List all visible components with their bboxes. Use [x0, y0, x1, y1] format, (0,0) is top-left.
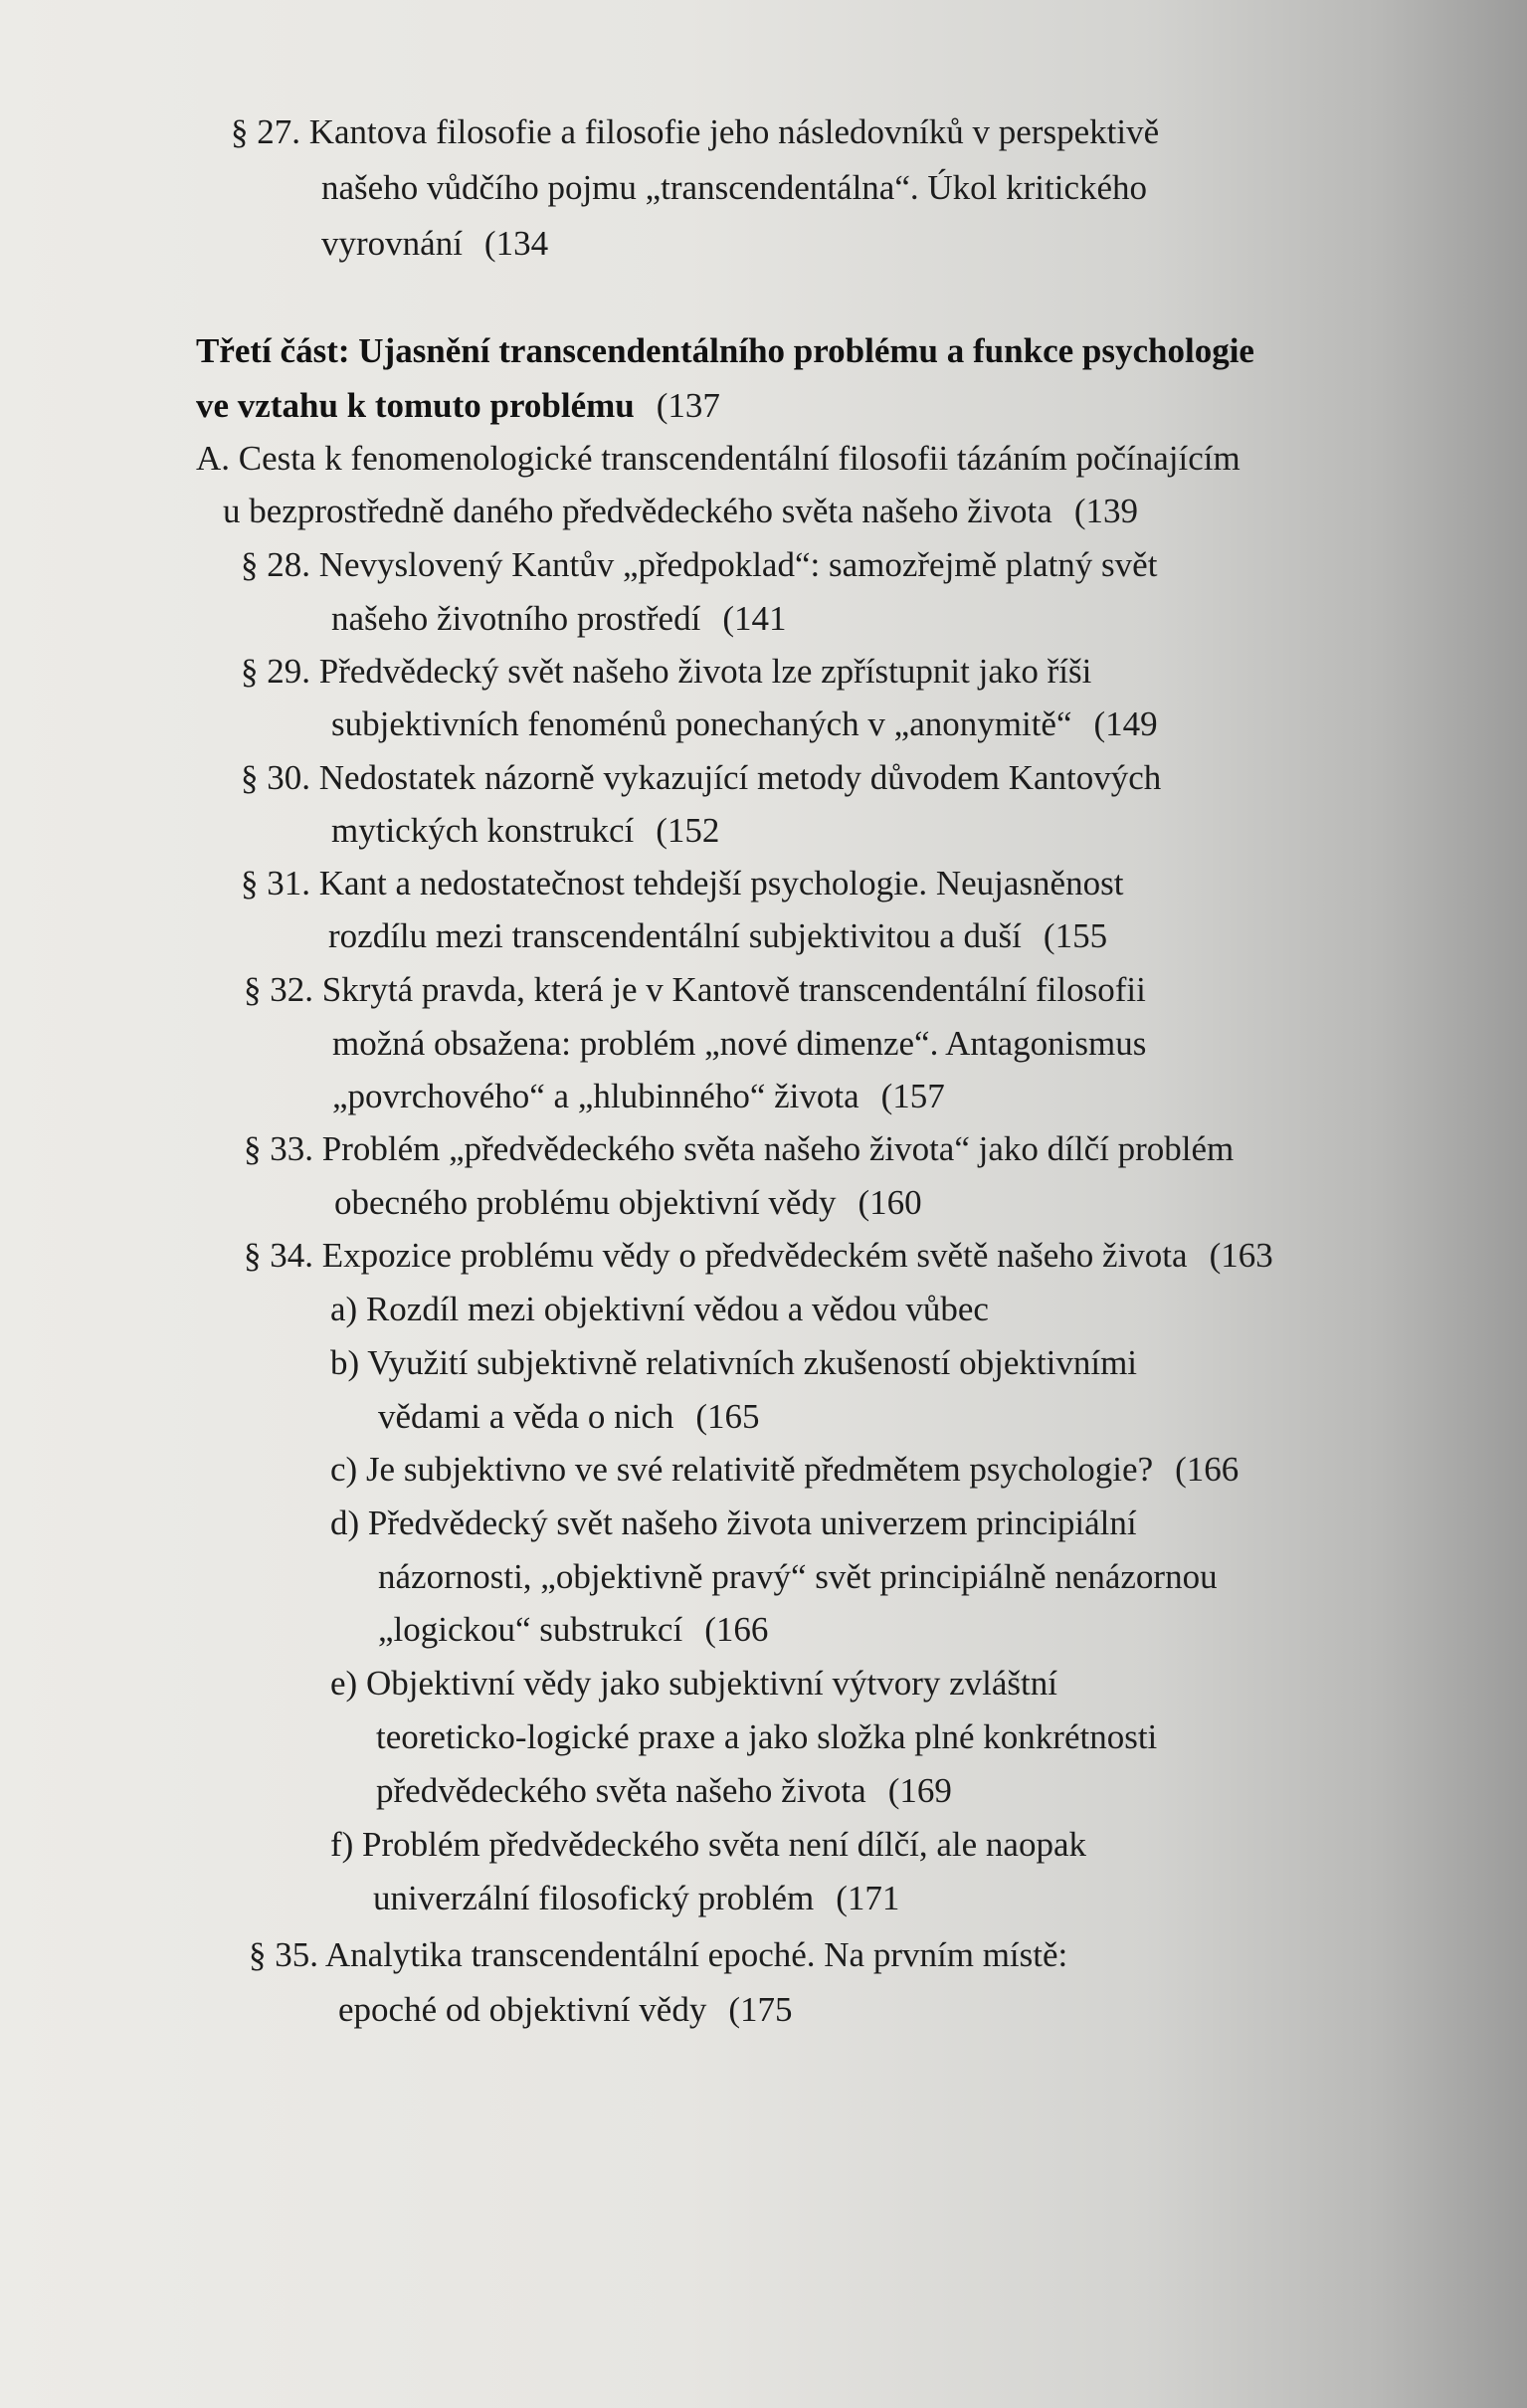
- toc-s34e-line2: teoreticko-logické praxe a jako složka plné konkrétnosti: [376, 1717, 1158, 1756]
- page-number: (137: [656, 386, 720, 425]
- page-number: (166: [704, 1610, 769, 1649]
- page-number: (163: [1209, 1236, 1273, 1275]
- toc-s34e-line1: e) Objektivní vědy jako subjektivní výtvory zvláštní: [330, 1664, 1057, 1703]
- toc-s32-line3: „povrchového“ a „hlubinného“ života (157: [332, 1077, 945, 1115]
- toc-s33-line1: § 33. Problém „předvědeckého světa našeho života“ jako dílčí problém: [244, 1129, 1235, 1168]
- page-number: (165: [695, 1397, 760, 1436]
- toc-s29-line2: subjektivních fenoménů ponechaných v „anonymitě“ (149: [331, 704, 1158, 743]
- toc-s27-line2: našeho vůdčího pojmu „transcendentálna“. Úkol kritického: [321, 168, 1148, 207]
- toc-section-a-line2: u bezprostředně daného předvědeckého světa našeho života (139: [223, 492, 1138, 530]
- toc-part3-heading-line2: ve vztahu k tomuto problému (137: [196, 386, 720, 425]
- toc-s29-line1: § 29. Předvědecký svět našeho života lze zpřístupnit jako říši: [241, 652, 1092, 691]
- toc-s30-line1: § 30. Nedostatek názorně vykazující metody důvodem Kantových: [241, 758, 1162, 797]
- toc-s31-line2: rozdílu mezi transcendentální subjektivitou a duší (155: [328, 916, 1108, 955]
- page-number: (141: [722, 599, 787, 638]
- page-number: (157: [880, 1077, 945, 1115]
- toc-s34b-line2: vědami a věda o nich (165: [378, 1397, 760, 1436]
- toc-s30-line2: mytických konstrukcí (152: [331, 811, 720, 850]
- toc-s27-line3: vyrovnání (134: [321, 224, 549, 263]
- toc-s34-line1: § 34. Expozice problému vědy o předvědeckém světě našeho života (163: [244, 1236, 1273, 1275]
- page-number: (149: [1093, 704, 1158, 743]
- toc-s28-line2: našeho životního prostředí (141: [331, 599, 787, 638]
- toc-s27-line1: § 27. Kantova filosofie a filosofie jeho následovníků v perspektivě: [231, 112, 1160, 151]
- toc-s34e-line3: předvědeckého světa našeho života (169: [376, 1771, 952, 1810]
- toc-s34f-line2: univerzální filosofický problém (171: [373, 1879, 900, 1917]
- toc-s32-line2: možná obsažena: problém „nové dimenze“. Antagonismus: [332, 1024, 1147, 1063]
- toc-s34d-line1: d) Předvědecký svět našeho života univerzem principiální: [330, 1504, 1137, 1542]
- page-number: (171: [836, 1879, 900, 1917]
- toc-s33-line2: obecného problému objektivní vědy (160: [334, 1183, 922, 1222]
- toc-s28-line1: § 28. Nevyslovený Kantův „předpoklad“: samozřejmě platný svět: [241, 545, 1158, 584]
- toc-section-a-line1: A. Cesta k fenomenologické transcendentální filosofii tázáním počínajícím: [196, 439, 1241, 478]
- toc-s34f-line1: f) Problém předvědeckého světa není dílčí, ale naopak: [330, 1825, 1086, 1864]
- toc-s34c-line1: c) Je subjektivno ve své relativitě předmětem psychologie? (166: [330, 1450, 1240, 1489]
- page-number: (166: [1175, 1450, 1240, 1489]
- toc-s34a-line1: a) Rozdíl mezi objektivní vědou a vědou vůbec: [330, 1290, 989, 1328]
- page-number: (160: [858, 1183, 922, 1222]
- toc-s35-line1: § 35. Analytika transcendentální epoché. Na prvním místě:: [249, 1935, 1068, 1974]
- page-number: (169: [887, 1771, 952, 1810]
- toc-s32-line1: § 32. Skrytá pravda, která je v Kantově transcendentální filosofii: [244, 970, 1146, 1009]
- page-number: (155: [1043, 916, 1108, 955]
- toc-s34d-line3: „logickou“ substrukcí (166: [378, 1610, 769, 1649]
- toc-s34b-line1: b) Využití subjektivně relativních zkušeností objektivními: [330, 1343, 1138, 1382]
- page-number: (152: [656, 811, 720, 850]
- page-number: (139: [1073, 492, 1138, 530]
- toc-s34d-line2: názornosti, „objektivně pravý“ svět principiálně nenázornou: [378, 1557, 1218, 1596]
- page-number: (134: [483, 224, 549, 263]
- toc-s31-line1: § 31. Kant a nedostatečnost tehdejší psychologie. Neujasněnost: [241, 864, 1124, 903]
- toc-part3-heading-line1: Třetí část: Ujasnění transcendentálního problému a funkce psychologie: [196, 331, 1254, 370]
- page-number: (175: [728, 1990, 793, 2029]
- toc-s35-line2: epoché od objektivní vědy (175: [338, 1990, 793, 2029]
